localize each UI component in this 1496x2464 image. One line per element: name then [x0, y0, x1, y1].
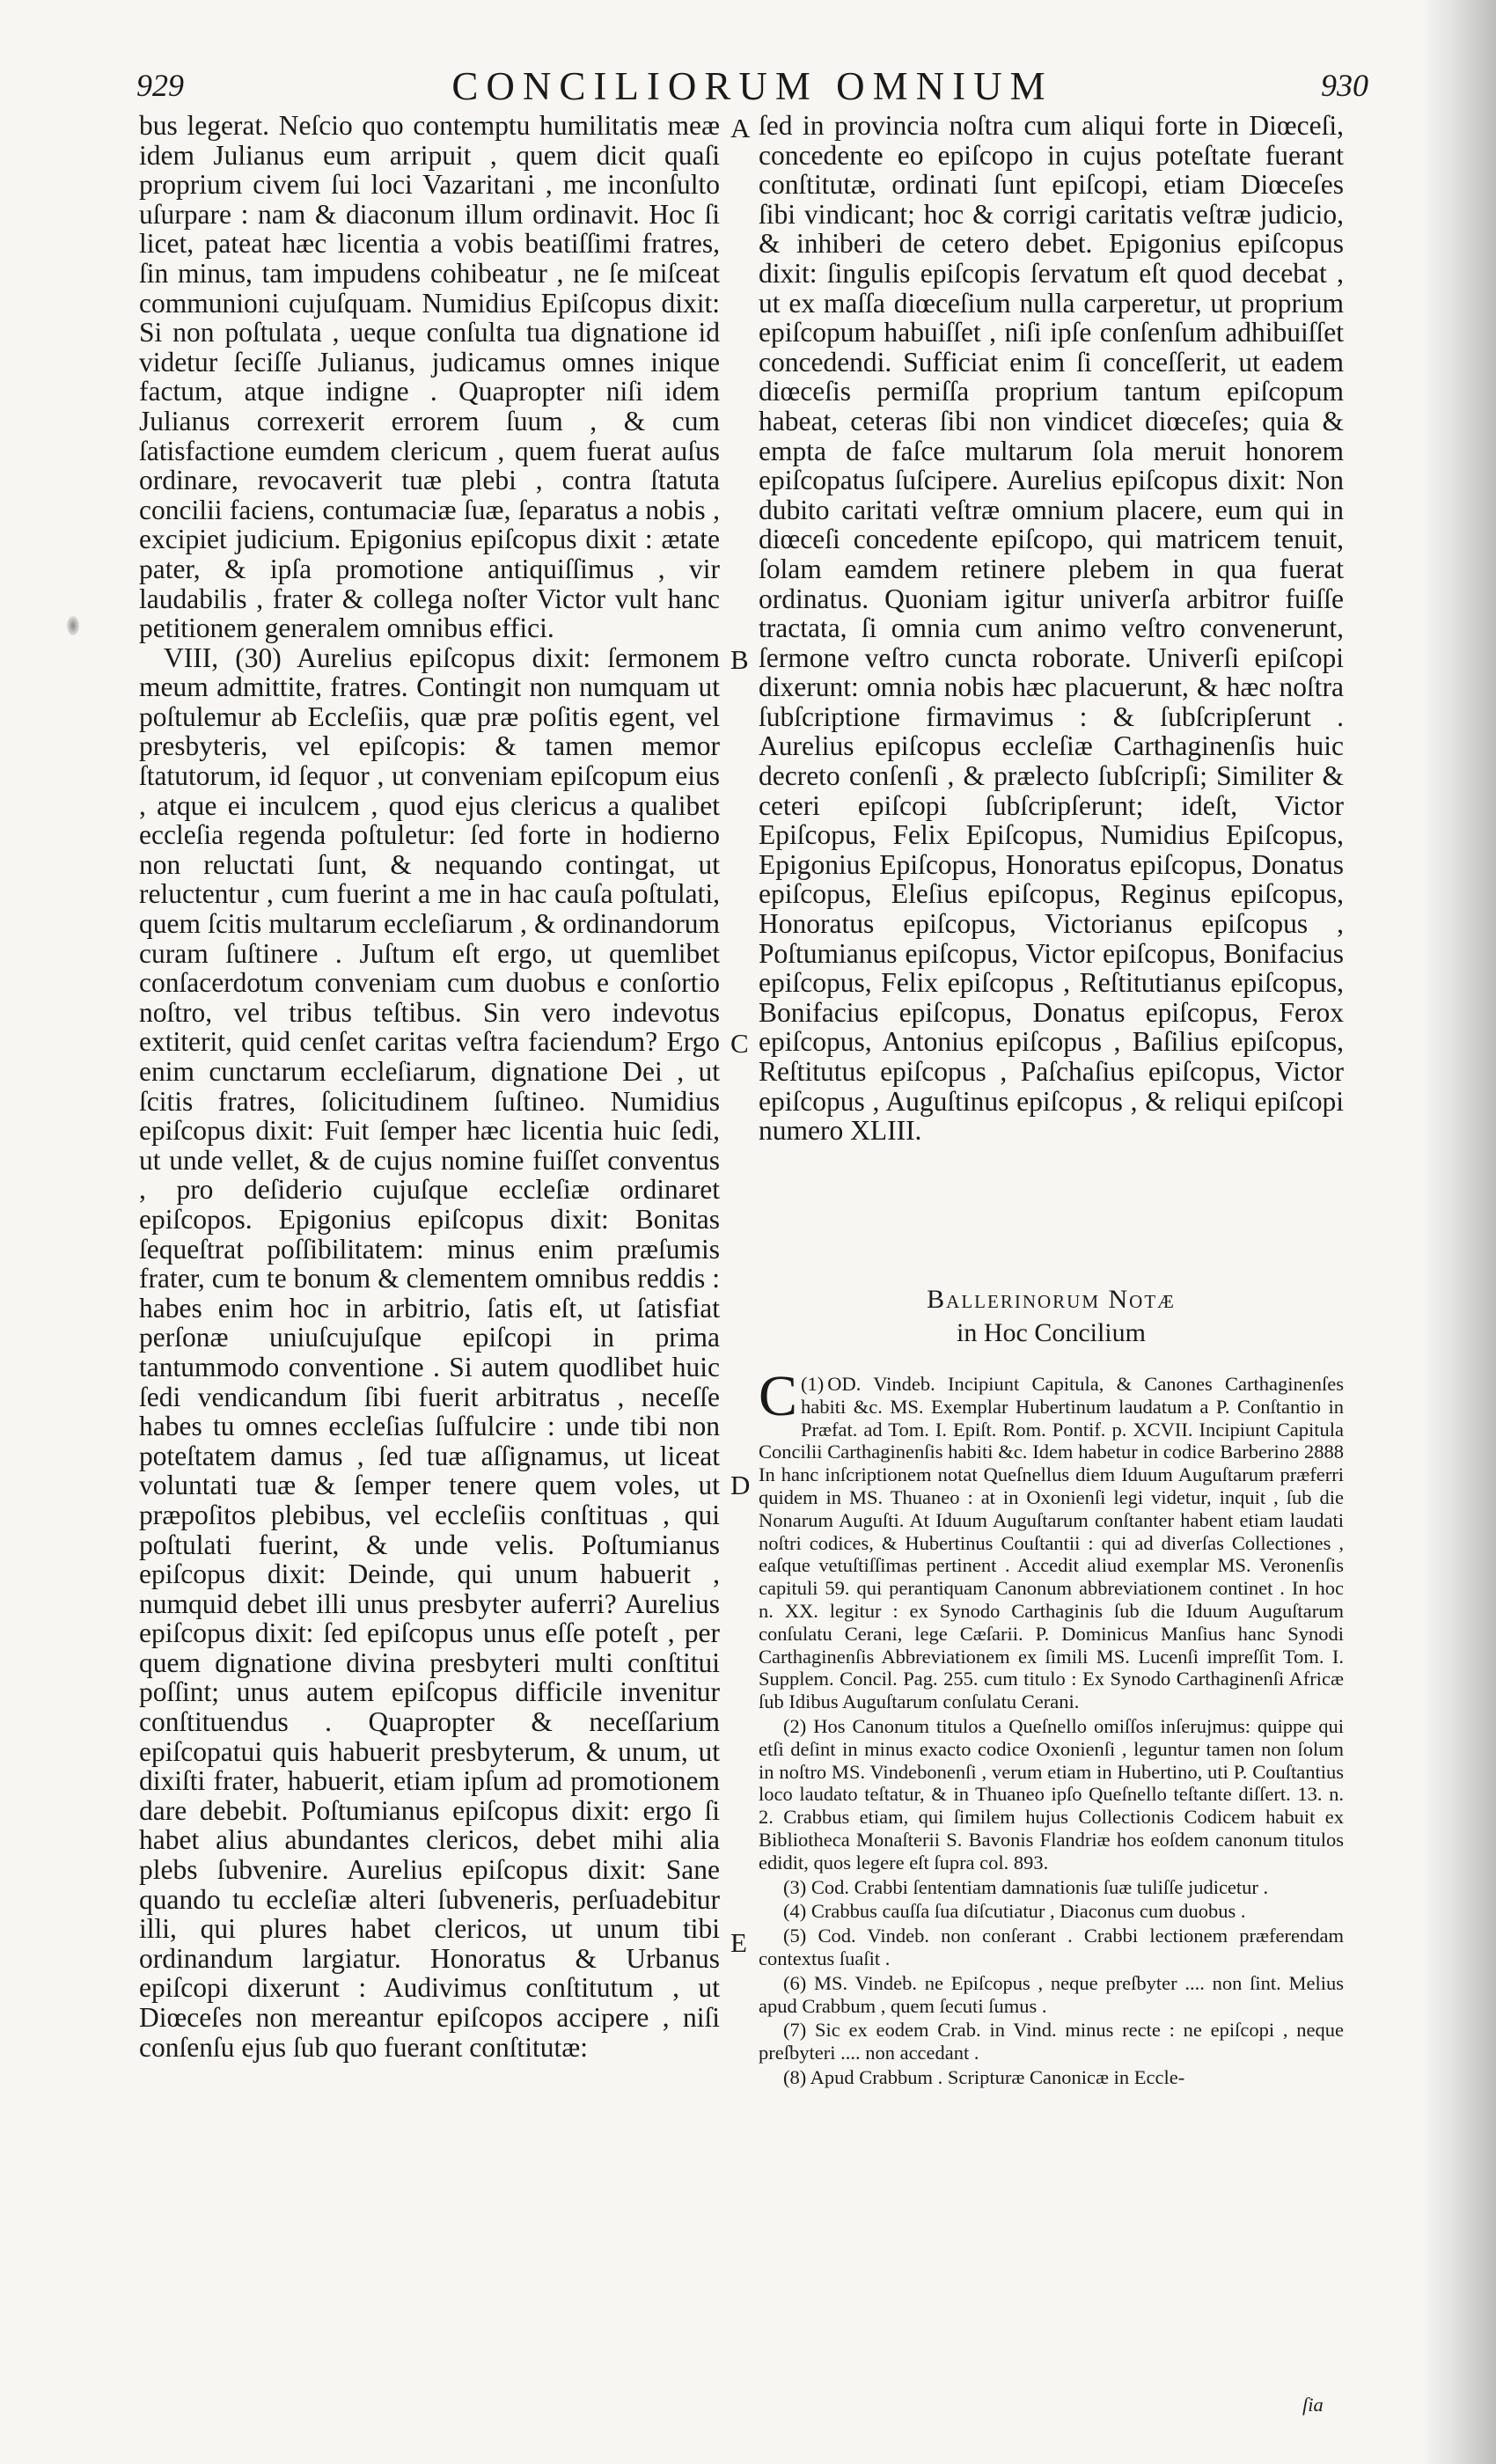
section-marker-c: C — [730, 1028, 749, 1059]
footnote-text: Crabbus cauſſa ſua diſcutiatur , Diaconus cum duobus . — [810, 1900, 1246, 1923]
right-text-column — [759, 111, 1344, 1146]
page-number-right: 930 — [1321, 68, 1368, 103]
page-gutter-shadow — [1426, 0, 1496, 2464]
footnote-text: Hos Canonum titulos a Queſnello omiſſos inſerujmus: quippe qui etſi deſint in minus exacto codice Oxonienſi , leguntur tamen non ſolum in noſtro MS. Vindebonenſi , verum etiam in Hubertino, uti P. Couſtantius loco laudato teſtatur, & in Thuaneo ipſo Queſnello teſtante diſſert. 13. n. 2. Crabbus etiam, qui ſimilem hujus Collectionis Codicem habuit ex Bibliotheca Monaſterii S. Bavonis Flandriæ hos eoſdem canonum titulos edidit, quos legere eſt ſupra col. 893. — [759, 1714, 1345, 1874]
footnote — [759, 2066, 1344, 2089]
section-marker-d: D — [730, 1470, 751, 1500]
footnote — [759, 1972, 1344, 2018]
notes-heading-line2: in Hoc Concilium — [957, 1318, 1146, 1347]
footnote-text: Apud Crabbum . Scripturæ Canonicæ in Eccle- — [810, 2065, 1185, 2088]
footnote-text: Cod. Crabbi ſententiam damnationis ſuæ tuliſſe judicetur . — [810, 1875, 1269, 1898]
footnote — [759, 1900, 1344, 1923]
running-header — [136, 63, 1368, 116]
footnote-text: OD. Vindeb. Incipiunt Capitula, & Canones Carthaginenſes habiti &c. MS. Exemplar Hubertinum laudatum a P. Conſtantio in Præfat. ad Tom. I. Epiſt. Rom. Pontif. p. XCVII. Incipiunt Capitula Concilii Carthaginenſis habiti &c. Idem habetur in codice Barberino 2888 In hanc inſcriptionem notat Queſnellus diem Iduum Auguſtarum præferri quidem in MS. Thuaneo : at in Oxonienſi legi videtur, inquit , ſub die Nonarum Auguſti. At Iduum Auguſtarum conſtanter habent etiam laudati noſtri codices, & Hubertinus Couſtantii : qui ad diverſas Collectiones , eaſque vetuſtiſſimas pertinent . Accedit aliud exemplar MS. Veronenſis capituli 59. qui perantiquam Canonum abbreviationem continet . In hoc n. XX. legitur : ex Synodo Carthaginis ſub die Iduum Auguſtarum conſulatu Cerani, lege Cæſarii. P. Dominicus Manſius hanc Synodi Carthaginenſis Abbreviationem ex ſimili MS. Lucenſi impreſſit Tom. I. Supplem. Concil. Pag. 255. cum titulo : Ex Synodo Carthaginenſi Africæ ſub Idibus Auguſtarum conſulatu Cerani. — [759, 1373, 1344, 1713]
footnote-label: (1) — [801, 1373, 825, 1395]
footnote-label: (7) — [783, 2019, 807, 2042]
footnote-text: MS. Vindeb. ne Epiſcopus , neque preſbyter .... non ſint. Melius apud Crabbum , quem ſecuti ſumus . — [759, 1971, 1344, 2017]
section-marker-b: B — [730, 644, 749, 675]
footnote-label: (8) — [783, 2065, 807, 2088]
footnote — [759, 1715, 1344, 1874]
notes-heading-line1: Ballerinorum Notæ — [927, 1285, 1176, 1314]
section-marker-e: E — [730, 1927, 747, 1958]
footnote-label: (5) — [783, 1925, 807, 1947]
footnote-text: Sic ex eodem Crab. in Vind. minus recte : ne epiſcopi , neque preſbyteri .... non accedant . — [759, 2019, 1345, 2064]
footnotes — [759, 1364, 1345, 2091]
footnote-label: (6) — [783, 1971, 807, 1994]
footnote-text: Cod. Vindeb. non conſerant . Crabbi lectionem præferendam contextus ſuaſit . — [759, 1925, 1345, 1969]
footnote — [759, 1876, 1344, 1899]
footnote — [759, 1364, 1344, 1713]
drop-cap: C — [759, 1364, 798, 1428]
section-marker-a: A — [730, 113, 751, 143]
catchword: ſia — [1302, 2394, 1324, 2416]
footnote — [759, 2019, 1344, 2064]
paragraph-canon-viii: VIII, (30) Aurelius epiſcopus dixit: ſermonem meum admittite, fratres. Contingit non numquam ut poſtulemur ab Eccleſiis, quæ præ poſitis egent, vel presbyteris, vel epiſcopis: & tamen memor ſtatutorum, id ſequor , ut conveniam epiſcopum eius , atque ei inculcem , quod ejus clericus a qualibet eccleſia regenda poſtuletur: ſed forte in hodierno non reluctati ſunt, & nequando contingat, ut reluctentur , cum fuerint a me in hac cauſa poſtulati, quem ſcitis multarum eccleſiarum , & ordinandorum curam ſuſtinere . Juſtum eſt ergo, ut quemlibet conſacerdotum conveniam cum duobus e conſortio noſtro, vel tribus teſtibus. Sin vero indevotus extiterit, quid cenſet caritas veſtra faciendum? Ergo enim cunctarum eccleſiarum, dignatione Dei , ut ſcitis fratres, ſolicitudinem ſuſtineo. Numidius epiſcopus dixit: Fuit ſemper hæc licentia huic ſedi, ut unde vellet, & de cujus nomine fuiſſet conventus , pro deſiderio cujuſque eccleſiæ ordinaret epiſcopos. Epigonius epiſcopus dixit: Bonitas ſequeſtrat poſſibilitatem: minus enim præſumis frater, cum te bonum & clementem omnibus reddis : habes enim hoc in arbitrio, ſatis eſt, ut ſatisfiat perſonæ uniuſcujuſque epiſcopi in prima tantummodo conventione . Si autem quodlibet huic ſedi vendicandum ſibi fuerit arbitratus , neceſſe habes tu omnes eccleſias ſuſfulcire : unde tibi non poteſtatem damus , ſed tuæ aſſignamus, ut liceat voluntati tuæ & ſemper tenere quem voles, ut præpoſitos plebibus, vel eccleſiis conſtituas , qui poſtulati fuerint, & unde velis. Poſtumianus epiſcopus dixit: Deinde, qui unum habuerit , numquid debet illi unus presbyter auferri? Aurelius epiſcopus dixit: ſed epiſcopus unus eſſe poteſt , per quem dignatione divina presbyteri multi conſtitui poſſint; unus autem epiſcopus difficile invenitur conſtituendus . Quapropter & neceſſarium epiſcopatui quis habuerit presbyterum, & unum, ut dixiſti frater, habuerit, etiam ipſum ad promotionem dare debebit. Poſtumianus epiſcopus dixit: ergo ſi habet alius abundantes clericos, debet mihi alia plebs ſubvenire. Aurelius epiſcopus dixit: Sane quando tu eccleſiæ alteri ſubveneris, perſuadebitur illi, qui plures habet clericos, ut unum tibi ordinandum largiatur. Honoratus & Urbanus epiſcopi dixerunt : Audivimus conſtitutum , ut Diœceſes non mereantur epiſcopos accipere , niſi conſenſu ejus ſub quo fuerant conſtitutæ: — [139, 642, 720, 2063]
left-text-column — [139, 111, 720, 2062]
footnote — [759, 1925, 1344, 1970]
notes-heading — [759, 1283, 1344, 1350]
page-number-left: 929 — [136, 68, 184, 103]
footnote-label: (4) — [783, 1900, 807, 1923]
running-title: CONCILIORUM OMNIUM — [451, 64, 1053, 108]
ink-smudge — [67, 616, 79, 635]
paragraph-subscriptions: ſed in provincia noſtra cum aliqui forte in Diœceſi, concedente eo epiſcopo in cujus poteſtate fuerant conſtitutæ, ordinati ſunt epiſcopi, etiam Diœceſes ſibi vindicant; hoc & corrigi caritatis veſtræ judicio, & inhiberi de cetero debet. Epigonius epiſcopus dixit: ſingulis epiſcopis ſervatum eſt quod decebat , ut ex maſſa diœceſium nulla carperetur, ut proprium epiſcopum habuiſſet , niſi ipſe conſenſum adhibuiſſet concedendi. Sufficiat enim ſi conceſſerit, ut eadem diœceſis permiſſa proprium tantum epiſcopum habeat, ceteras ſibi non vindicet diœceſes; quia & empta de faſce multarum ſola meruit honorem epiſcopatus ſuſcipere. Aurelius epiſcopus dixit: Non dubito caritati veſtræ omnium placere, eum qui in diœceſi concedente epiſcopo, qui matricem tenuit, ſolam eamdem retinere plebem in qua fuerat ordinatus. Quoniam igitur univerſa arbitror fuiſſe tractata, ſi omnia cum animo veſtro convenerunt, ſermone veſtro cuncta roborate. Univerſi epiſcopi dixerunt: omnia nobis hæc placuerunt, & hæc noſtra ſubſcriptione firmavimus : & ſubſcripſerunt . Aurelius epiſcopus eccleſiæ Carthaginenſis huic decreto conſenſi , & prælecto ſubſcripſi; Similiter & ceteri epiſcopi ſubſcripſerunt; ideſt, Victor Epiſcopus, Felix Epiſcopus, Numidius Epiſcopus, Epigonius Epiſcopus, Honoratus epiſcopus, Donatus epiſcopus, Eleſius epiſcopus, Reginus epiſcopus, Honoratus epiſcopus, Victorianus epiſcopus , Poſtumianus epiſcopus, Victor epiſcopus, Bonifacius epiſcopus, Felix epiſcopus , Reſtitutianus epiſcopus, Bonifacius epiſcopus, Donatus epiſcopus, Ferox epiſcopus, Antonius epiſcopus , Baſilius epiſcopus, Reſtitutus epiſcopus , Paſchaſius epiſcopus, Victor epiſcopus , Auguſtinus epiſcopus , & reliqui epiſcopi numero XLIII. — [759, 110, 1344, 1147]
footnote-label: (2) — [783, 1714, 807, 1737]
paragraph-continuation: bus legerat. Neſcio quo contemptu humilitatis meæ idem Julianus eum arripuit , quem dicit quaſi proprium civem ſui loci Vazaritani , me inconſulto uſurpare : nam & diaconum illum ordinavit. Hoc ſi licet, pateat hæc licentia a vobis beatiſſimi fratres, ſin minus, tam impudens cohibeatur , ne ſe miſceat communioni cujuſquam. Numidius Epiſcopus dixit: Si non poſtulata , ueque conſulta tua dignatione id videtur ſeciſſe Julianus, judicamus omnes inique factum, atque indigne . Quapropter niſi idem Julianus correxerit errorem ſuum , & cum ſatisfactione eumdem clericum , quem fuerat auſus ordinare, revocaverit tuæ plebi , contra ſtatuta concilii faciens, contumaciæ ſuæ, ſeparatus a nobis , excipiet judicium. Epigonius epiſcopus dixit : ætate pater, & ipſa promotione antiquiſſimus , vir laudabilis , frater & collega noſter Victor vult hanc petitionem generalem omnibus effici. — [139, 110, 720, 644]
footnote-label: (3) — [783, 1875, 807, 1898]
